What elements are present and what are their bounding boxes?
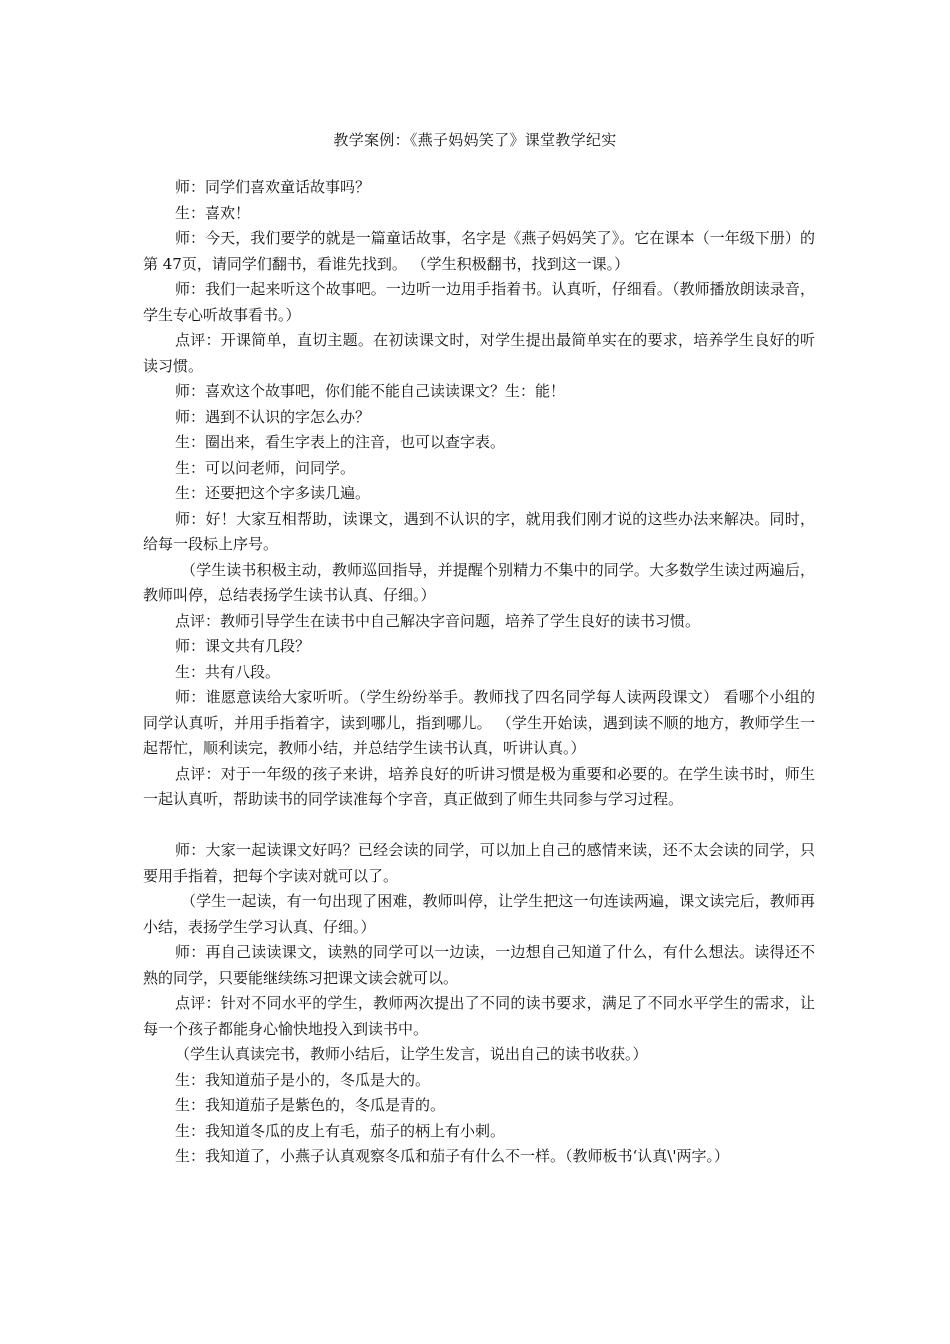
paragraph: 生：喜欢！ bbox=[175, 203, 251, 222]
paragraph: 师：好！大家互相帮助，读课文，遇到不认识的字，就用我们刚才说的这些办法来解决。同时，给每一段标上序号。 bbox=[143, 509, 815, 553]
paragraph: （学生认真读完书，教师小结后，让学生发言，说出自己的读书收获。） bbox=[175, 1045, 648, 1063]
paragraph: 生：共有八段。 bbox=[175, 662, 281, 681]
paragraph: 师：我们一起来听这个故事吧。一边听一边用手指着书。认真听，仔细看。（教师播放朗读录音，学生专心听故事看书。） bbox=[143, 280, 815, 324]
paragraph: 师：喜欢这个故事吧，你们能不能自己读读课文？生：能！ bbox=[175, 382, 566, 400]
paragraph: 师：遇到不认识的字怎么办？ bbox=[175, 407, 371, 426]
paragraph: 点评：对于一年级的孩子来讲，培养良好的听讲习惯是极为重要和必要的。在学生读书时，师生一起认真听，帮助读书的同学读准每个字音，真正做到了师生共同参与学习过程。 bbox=[143, 764, 815, 808]
document-body bbox=[143, 175, 815, 1170]
paragraph: 师：课文共有几段？ bbox=[175, 637, 311, 655]
paragraph: （学生一起读，有一句出现了困难，教师叫停，让学生把这一句连读两遍，课文读完后，教师再小结，表扬学生学习认真、仔细。） bbox=[143, 892, 815, 936]
paragraph: 点评：开课简单，直切主题。在初读课文时，对学生提出最简单实在的要求，培养学生良好的听读习惯。 bbox=[143, 331, 815, 375]
paragraph: 师：再自己读读课文，读熟的同学可以一边读，一边想自己知道了什么，有什么想法。读得还不熟的同学，只要能继续练习把课文读会就可以。 bbox=[143, 943, 815, 987]
paragraph: 生：圈出来，看生字表上的注音，也可以查字表。 bbox=[175, 433, 506, 451]
paragraph: 师：今天，我们要学的就是一篇童话故事，名字是《燕子妈妈笑了》。它在课本（一年级下册）的第 47页，请同学们翻书，看谁先找到。 （学生积极翻书，找到这一课。） bbox=[143, 229, 815, 273]
paragraph: 生：我知道冬瓜的皮上有毛，茄子的柄上有小刺。 bbox=[175, 1121, 506, 1140]
paragraph: （学生读书积极主动，教师巡回指导，并提醒个别精力不集中的同学。大多数学生读过两遍后，教师叫停，总结表扬学生读书认真、仔细。） bbox=[143, 560, 815, 604]
document-title: 教学案例：《燕子妈妈笑了》课堂教学纪实 bbox=[333, 131, 617, 149]
paragraph: 点评：教师引导学生在读书中自己解决字音问题，培养了学生良好的读书习惯。 bbox=[175, 611, 701, 630]
paragraph: 生：可以问老师，问同学。 bbox=[175, 458, 356, 477]
paragraph: 生：我知道茄子是小的，冬瓜是大的。 bbox=[175, 1070, 431, 1089]
paragraph: 点评：针对不同水平的学生，教师两次提出了不同的读书要求，满足了不同水平学生的需求，让每一个孩子都能身心愉快地投入到读书中。 bbox=[143, 994, 815, 1038]
paragraph: 师：同学们喜欢童话故事吗？ bbox=[175, 178, 371, 196]
paragraph: 生：还要把这个字多读几遍。 bbox=[175, 484, 371, 502]
paragraph: 生：我知道了，小燕子认真观察冬瓜和茄子有什么不一样。（教师板书‘认真\'两字。） bbox=[175, 1147, 729, 1165]
paragraph: 生：我知道茄子是紫色的，冬瓜是青的。 bbox=[175, 1096, 446, 1114]
blank-line bbox=[143, 813, 815, 839]
paragraph: 师：大家一起读课文好吗？已经会读的同学，可以加上自己的感情来读，还不太会读的同学，只要用手指着，把每个字读对就可以了。 bbox=[143, 841, 815, 885]
paragraph: 师：谁愿意读给大家听听。（学生纷纷举手。教师找了四名同学每人读两段课文） 看哪个小组的同学认真听，并用手指着字，读到哪儿，指到哪儿。 （学生开始读，遇到读不顺的地方，教师学生一起帮忙，顺利读完，教师小结，并总结学生读书认真，听讲认真。） bbox=[143, 688, 815, 757]
